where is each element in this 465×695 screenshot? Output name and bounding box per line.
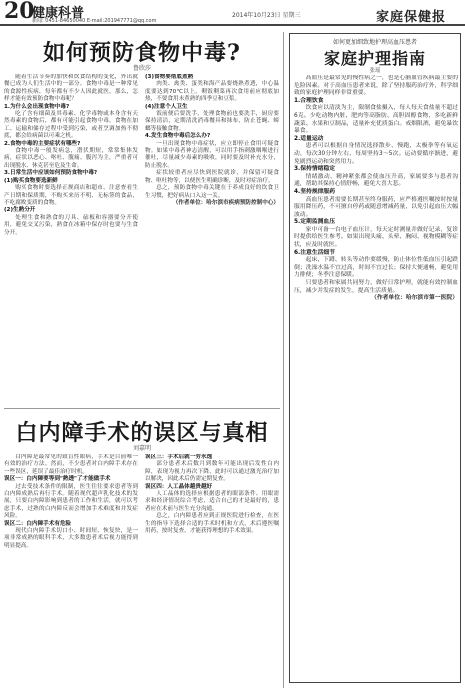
subheading: 6.注意生活细节 <box>294 249 336 256</box>
subheading: 4.发生食物中毒后怎么办? <box>145 133 211 140</box>
subheading: (4)注意个人卫生 <box>145 103 188 110</box>
issue-date: 2014年10月23日 星期三 <box>232 12 301 19</box>
source-note: （作者单位：哈尔滨市第一医院） <box>371 295 458 302</box>
paragraph: 总之，白内障患者应到正规医院进行检查，在医生的指导下选择合适的手术时机和方式，术后遵医嘱用药，按时复查，才能获得理想的手术效果。 <box>145 513 279 535</box>
article2-column-1 <box>4 454 138 688</box>
sidebar-byline: 张瑶 <box>369 68 381 74</box>
subheading: (2)生熟分开 <box>4 207 36 214</box>
paragraph: 症状较重者应尽快到医院就诊，并保留可疑食物、呕吐物等，以便医生明确诊断，及时对症治疗。 <box>145 170 279 184</box>
subheading: 误区四：人工晶体越贵越好 <box>145 483 213 490</box>
sidebar-body <box>294 75 458 679</box>
column-divider <box>283 32 284 688</box>
article-divider <box>4 408 280 409</box>
article1-column-1 <box>4 74 138 404</box>
subheading: 1.为什么会出现食物中毒? <box>4 103 70 110</box>
page-number: 20 <box>4 0 35 24</box>
paragraph: 高血压是最常见的慢性病之一，也是心脑血管疾病最主要的危险因素。对于高血压患者来说，除了坚持服药治疗外，科学细致的家庭护理同样非常重要。 <box>294 75 458 97</box>
subheading: 2.食物中毒的主要症状有哪些? <box>4 140 81 147</box>
paragraph: 情绪激动、精神紧张都会使血压升高，家属要多与患者沟通，帮助其保持心情舒畅，避免大喜大悲。 <box>294 173 458 188</box>
subheading: 1.合理饮食 <box>294 97 324 104</box>
paragraph: 高血压患者需要长期甚至终身服药，应严格遵医嘱按时按量服用降压药，不可擅自停药或随意增减药量，以免引起血压大幅波动。 <box>294 196 458 218</box>
paragraph: 白内障是最常见的致盲性眼病，手术是目前唯一有效的治疗方法。然而，不少患者对白内障手术存在一些误区，延误了最佳治疗时机。 <box>4 454 138 475</box>
subheading: 误区三：手术后就一劳永逸 <box>145 454 213 460</box>
paragraph: 只要患者和家属共同努力，做好日常护理，就能有效控制血压，减少并发症的发生，提高生活质量。 <box>294 280 458 294</box>
subheading: (3)食物要彻底煮熟 <box>145 74 194 80</box>
sidebar-kicker: 如何更加细致地护理高血压患者 <box>332 39 417 46</box>
paragraph: 处理生食和熟食的刀具、砧板和容器要分开使用，避免交叉污染，熟食在冰箱中保存时也要与生食分开。 <box>4 214 138 236</box>
paragraph: 总之，预防食物中毒关键在于养成良好的饮食卫生习惯，把好病从口入这一关。 <box>145 185 279 199</box>
paragraph: 一旦出现食物中毒症状，应立即停止食用可疑食物。如果中毒者神志清醒，可以用手指刺激咽喉进行催吐，尽量减少毒素的吸收，同时要及时补充水分，防止脱水。 <box>145 140 279 169</box>
masthead <box>0 0 465 26</box>
paragraph: 部分患者术后数月到数年可能出现后发性白内障，表现为视力再次下降，此时可以通过激光治疗加以解决，因此术后仍需定期复查。 <box>145 461 279 483</box>
section-title: 健康科普 <box>32 6 85 21</box>
paragraph: 随着生活节奏的加快和饮食结构的变化，外出就餐已成为人们生活中的一部分。食物中毒是一种常见的食源性疾病，每年都有不少人因此就医。那么，怎样才能有效预防食物中毒呢？ <box>4 74 138 103</box>
subheading: 3.保持情绪稳定 <box>294 166 336 173</box>
subheading: 5.定期监测血压 <box>294 219 336 226</box>
contact-line: 新闻: 0451-84650040 E-mail:201947771@qq.com <box>32 18 157 24</box>
sidebar-title: 家庭护理指南 <box>323 49 426 68</box>
subheading: 误区一：白内障要等到"熟透"了才能做手术 <box>4 476 111 483</box>
paragraph: 过去受技术条件的限制，医生往往要求患者等到白内障成熟后再行手术。随着现代超声乳化技术的发展，只要白内障影响到患者的工作和生活，就可以考虑手术，过熟的白内障反而会增加手术难度和并发症风险。 <box>4 483 138 520</box>
subheading: (1)购买食物要选新鲜 <box>4 177 58 184</box>
source-note: （作者单位：哈尔滨市疾病预防控制中心） <box>172 199 279 206</box>
article2-column-2 <box>145 454 279 688</box>
paragraph: 购买食物时要选择正规商店和超市，注意查看生产日期和保质期，不购买来历不明、无标签的食品，不吃腐败变质的食物。 <box>4 185 138 206</box>
article1-headline: 如何预防食物中毒? <box>43 40 241 66</box>
subheading: 误区二：白内障手术有危险 <box>4 520 72 527</box>
paragraph: 吃了含有细菌及其毒素、化学毒物或本身含有天然毒素的食物后，都有可能引起食物中毒。食物在加工、运输和储存过程中受到污染，或者烹调加热不彻底，都会给病菌以可乘之机。 <box>4 111 138 140</box>
subheading: 3.日常生活中应该如何预防食物中毒? <box>4 170 98 177</box>
article2-headline: 白内障手术的误区与真相 <box>15 420 269 446</box>
paragraph: 食物中毒一般发病急，潜伏期短，常常集体发病，症状以恶心、呕吐、腹痛、腹泻为主，严重者可出现脱水、休克甚至危及生命。 <box>4 148 138 169</box>
article1-byline: 鲁欣莎 <box>132 65 151 72</box>
article2-byline: 刘嘉明 <box>132 445 151 452</box>
paragraph: 患者可以根据自身情况选择散步、慢跑、太极拳等有氧运动，每次30分钟左右，每周坚持3～5次。运动要循序渐进，避免剧烈运动和突然用力。 <box>294 143 458 165</box>
paragraph: 饭前便后要洗手，处理食物前也要洗手，厨房要保持清洁，定期清洗消毒餐具和抹布，防止苍蝇、蟑螂等接触食物。 <box>145 111 279 132</box>
sidebar-box <box>289 33 461 683</box>
subheading: 4.坚持规律服药 <box>294 188 336 195</box>
paragraph: 人工晶体的选择应根据患者的眼部条件、用眼需求和经济情况综合考虑，适合自己的才是最好的，患者应在术前与医生充分沟通。 <box>145 491 279 512</box>
newspaper-brand: 家庭保健报 <box>376 10 447 25</box>
subheading: 2.适量运动 <box>294 135 324 142</box>
article1-column-2 <box>145 74 279 404</box>
paragraph: 肉类、禽类、蛋类和海产品要烧熟煮透，中心温度要达到70℃以上。剩饭剩菜再次食用前应彻底加热，不要食用未煮熟的四季豆和豆浆。 <box>145 81 279 103</box>
paragraph: 家中可备一台电子血压计，每天定时测量并做好记录，复诊时提供给医生参考。如果出现头痛、头晕、胸闷、视物模糊等症状，应及时就医。 <box>294 226 458 249</box>
paragraph: 现代白内障手术切口小、时间短、恢复快，是一项非常成熟的眼科手术，大多数患者术后视力能得到明显提高。 <box>4 528 138 549</box>
paragraph: 饮食应以清淡为主，限制食盐摄入，每人每天食盐量不超过6克。少吃动物内脏、肥肉等高脂肪、高胆固醇食物，多吃新鲜蔬菜、水果和豆制品，适量补充优质蛋白。戒烟限酒，避免暴饮暴食。 <box>294 105 458 135</box>
paragraph: 起床、下蹲、转头等动作要缓慢，防止体位性低血压引起跌倒；洗澡水温不宜过高，时间不宜过长；保持大便通畅，避免用力排便；冬季注意保暖。 <box>294 257 458 279</box>
